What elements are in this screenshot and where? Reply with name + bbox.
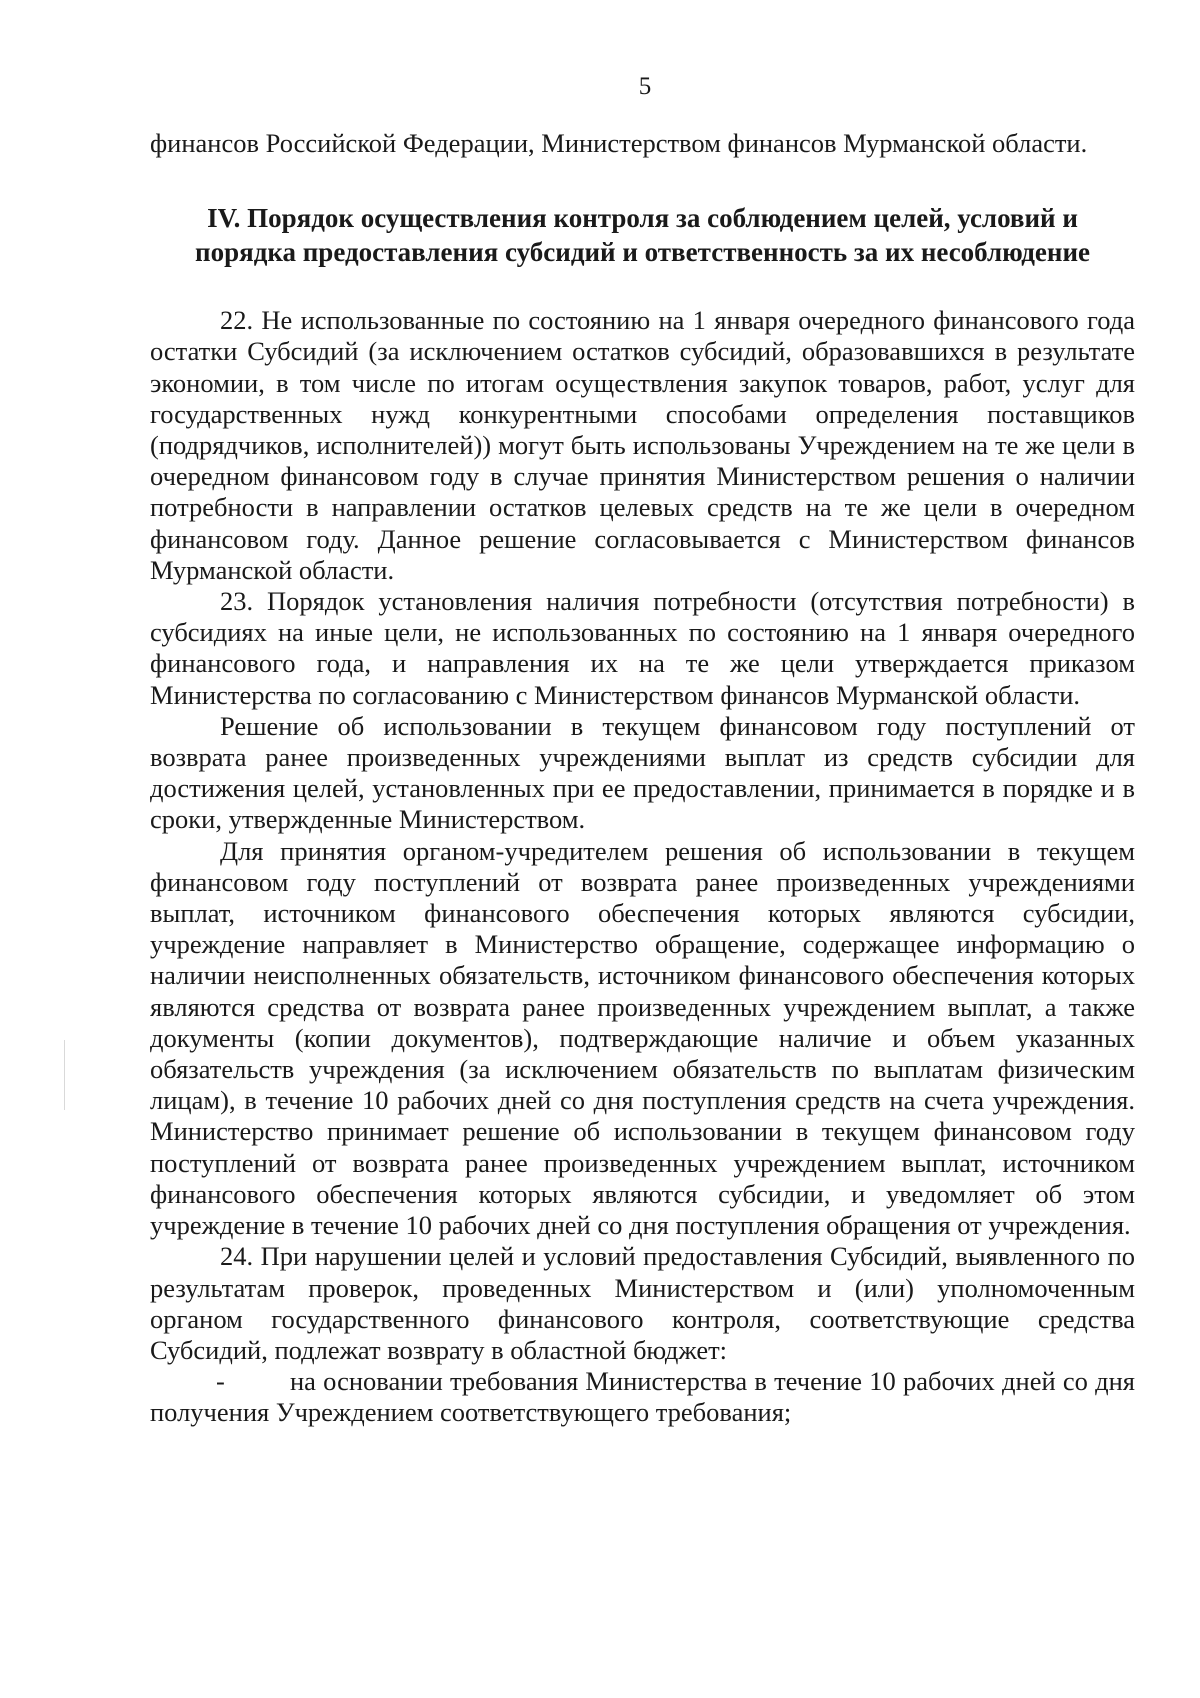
paragraph-procedure: Для принятия органом-учредителем решения об использовании в текущем финансовом году поступлений от возврата ранее произведенных учреждениями выплат, источником финансового обеспечения которых являются субсидии, учреждение направляет в Министерство обращение, содержащее информацию о наличии неисполненных обязательств, источником финансового обеспечения которых являются средства от возврата ранее произведенных учреждением выплат, а также документы (копии документов), подтверждающие наличие и объем указанных обязательств учреждения (за исключением обязательств по выплатам физическим лицам), в течение 10 рабочих дней со дня поступления средств на счета учреждения. Министерство принимает решение об использовании в текущем финансовом году поступлений от возврата ранее произведенных учреждением выплат, источником финансового обеспечения которых являются субсидии, и уведомляет об этом учреждение в течение 10 рабочих дней со дня поступления обращения от учреждения. [150,835,1135,1241]
list-item-text: на основании требования Министерства в течение 10 рабочих дней со дня получения Учреждением соответствующего требования; [150,1366,1135,1428]
page-number: 5 [638,73,652,100]
section-heading-line-1: IV. Порядок осуществления контроля за соблюдением целей, условий и [207,203,1078,234]
section-heading-line-2: порядка предоставления субсидий и ответственность за их несоблюдение [195,237,1090,268]
paragraph-24: 24. При нарушении целей и условий предоставления Субсидий, выявленного по результатам проверок, проведенных Министерством и (или) уполномоченным органом государственного финансового контроля, соответствующие средства Субсидий, подлежат возврату в областной бюджет: [150,1241,1135,1365]
document-body [150,128,1135,1429]
scan-margin-mark [64,1040,65,1110]
paragraph-decision: Решение об использовании в текущем финансовом году поступлений от возврата ранее произведенных учреждениями выплат из средств субсидии для достижения целей, установленных при ее предоставлении, принимается в порядке и в сроки, утвержденные Министерством. [150,710,1135,835]
intro-text: финансов Российской Федерации, Министерством финансов Мурманской области. [150,128,1088,158]
paragraph-22: 22. Не использованные по состоянию на 1 января очередного финансового года остатки Субсидий (за исключением остатков субсидий, образовавшихся в результате экономии, в том числе по итогам осуществления закупок товаров, работ, услуг для государственных нужд конкурентными способами определения поставщиков (подрядчиков, исполнителей)) могут быть использованы Учреждением на те же цели в очередном финансовом году в случае принятия Министерством решения о наличии потребности в направлении остатков целевых средств на те же цели в очередном финансовом году. Данное решение согласовывается с Министерством финансов Мурманской области. [150,305,1135,585]
list-item [150,1366,1135,1428]
list-item-marker: - [216,1366,225,1397]
section-heading [150,201,1135,269]
paragraph-23: 23. Порядок установления наличия потребности (отсутствия потребности) в субсидиях на иные цели, не использованных по состоянию на 1 января очередного финансового года, и направления их на те же цели утверждается приказом Министерства по согласованию с Министерством финансов Мурманской области. [150,586,1135,710]
